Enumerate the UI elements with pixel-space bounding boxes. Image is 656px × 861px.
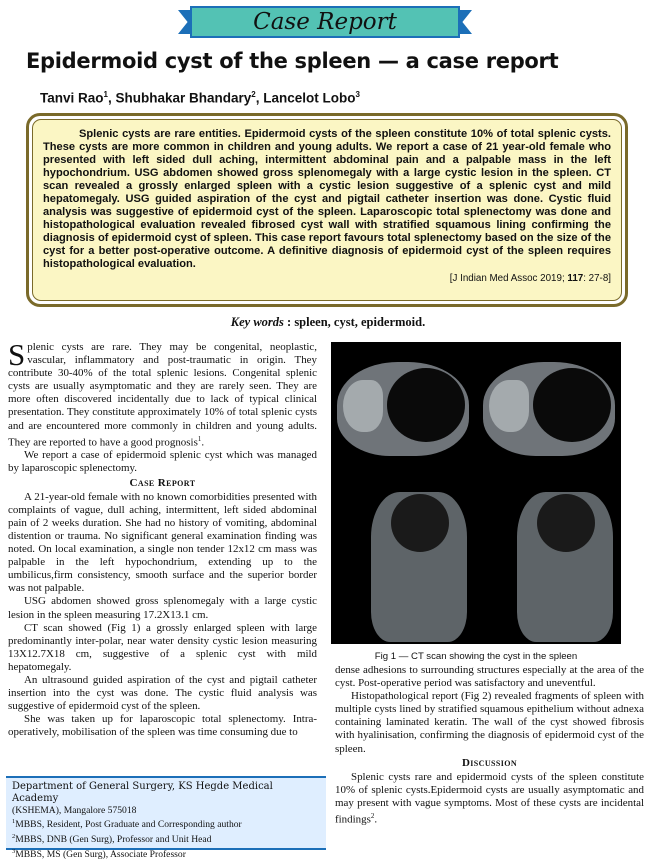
abstract-box (32, 119, 622, 301)
body-paragraph: CT scan showed (Fig 1) a grossly enlarged spleen with large predominantly inter-polar, near water density cystic lesion measuring 13X12.7X18 cm, suggestive of a splenic cyst with mild hepatomegaly. (8, 621, 317, 673)
body-paragraph: She was taken up for laparoscopic total splenectomy. Intra-operatively, mobilisation of the spleen was time consuming due to (8, 713, 317, 739)
right-column (335, 664, 644, 827)
body-paragraph: Splenic cysts rare and epidermoid cysts of the spleen constitute 10% of splenic cysts.Epidermoid cysts are usually asymptomatic and may present with vague symptoms. Most of these cysts are incidental findings$^2$. (335, 770, 644, 826)
discussion-heading: Discussion (461, 756, 518, 769)
keywords-values: : spleen, cyst, epidermoid. (287, 315, 426, 329)
body-paragraph: An ultrasound guided aspiration of the cyst and pigtail catheter insertion into the cyst was done. The cystic fluid analysis was suggestive of epidermoid cyst of the spleen. (8, 673, 317, 713)
section-label-box (190, 6, 460, 38)
keywords-label: Key words (230, 315, 284, 329)
abstract-frame (26, 113, 628, 307)
article-title: Epidermoid cyst of the spleen — a case report (26, 49, 559, 73)
abstract-text: Splenic cysts are rare entities. Epidermoid cysts of the spleen constitute 10% of total splenic cysts. These cysts are more common in children and young adults. We report a case of 21 year-old female who presented with left sided dull aching, intermittent abdominal pain and a palpable mass in the left hypochondrium. USG abdomen showed gross splenomegaly with a large cystic lesion in the spleen. CT scan revealed a grossly enlarged spleen with a cystic lesion suggestive of a splenic cyst and mild hepatomegaly. USG guided aspiration of the cyst and pigtail catheter insertion was done. Cystic fluid analysis was suggestive of epidermoid cyst of the spleen. Laparoscopic total splenectomy was done and histopathological evaluation revealed fibrosed cyst wall with stratified squamous lining confirming the diagnosis of epidermoid cyst of spleen. This case report favours total splenectomy based on the size of the cyst for a better post-operative outcome. A definitive diagnosis of epidermoid cyst of the spleen requires histopathological evaluation. (43, 128, 611, 270)
affiliation-note: $^2$MBBS, DNB (Gen Surg), Professor and Unit Head (12, 833, 212, 846)
intro-paragraph: Splenic cysts are rare. They may be congenital, neoplastic, vascular, inflammatory and post-traumatic in origin. They contribute 30-40% of the total splenic lesions. Congenital splenic cysts are usually asymptomatic and they are rarely seen. They are more often discovered incidentally due to lack of typical clinical presentation. They constitute approximately 10% of total splenic cysts and are encountered more commonly in children and young adults. They are reported to have a good prognosis$^1$. (8, 337, 317, 449)
keywords-line (0, 315, 656, 330)
author-list: Tanvi Rao$^1$, Shubhakar Bhandary$^2$, Lancelot Lobo$^3$ (40, 90, 360, 106)
affiliation-institution: (KSHEMA), Mangalore 575018 (12, 804, 137, 816)
affiliation-department: Department of General Surgery, KS Hegde Medical Academy (12, 781, 273, 804)
affiliation-note: $^1$MBBS, Resident, Post Graduate and Corresponding author (12, 818, 242, 831)
journal-citation: [J Indian Med Assoc 2019; 117: 27-8] (449, 273, 611, 284)
author-name: Shubhakar Bhandary (115, 90, 252, 106)
section-label: Case Report (253, 9, 397, 35)
body-paragraph: dense adhesions to surrounding structures especially at the area of the cyst. Post-operative period was satisfactory and uneventful. (335, 664, 644, 690)
author-name: Lancelot Lobo (263, 90, 356, 106)
affiliation-note: $^3$MBBS, MS (Gen Surg), Associate Professor (12, 848, 186, 861)
body-paragraph: A 21-year-old female with no known comorbidities presented with complaints of vague, dull aching, intermittent, left sided abdominal pain of 2 weeks duration. She had no history of vomiting, abdominal distention or trauma. No significant general examination finding was noted. On local examination, a single non tender 12x12 cm mass was palpable in the left hypochondrium, extending up to the umbilicus,firm consistency, smooth surface and the superior border was not palpable. (8, 490, 317, 595)
case-report-heading: Case Report (129, 476, 196, 489)
reference-mark: 1 (197, 434, 202, 443)
section-banner (178, 6, 472, 38)
body-paragraph: USG abdomen showed gross splenomegaly with a large cystic lesion in the spleen measuring 17.2X13.1 cm. (8, 595, 317, 621)
affiliation-box (6, 776, 326, 861)
body-paragraph: Histopathological report (Fig 2) revealed fragments of spleen with multiple cysts lined by stratified squamous epithelium without adnexa containing laminated keratin. The wall of the cyst showed fibrosis with hyalinisation, confirming the diagnosis of epidermoid cyst of the spleen. (335, 690, 644, 755)
body-paragraph: We report a case of epidermoid splenic cyst which was managed by laparoscopic splenectomy. (8, 449, 317, 475)
author-name: Tanvi Rao (40, 90, 104, 106)
drop-cap: S (8, 337, 26, 372)
reference-mark: 2 (370, 812, 375, 821)
figure-caption: Fig 1 — CT scan showing the cyst in the spleen (374, 651, 578, 662)
left-column (8, 337, 317, 739)
ct-scan-figure (331, 342, 621, 644)
